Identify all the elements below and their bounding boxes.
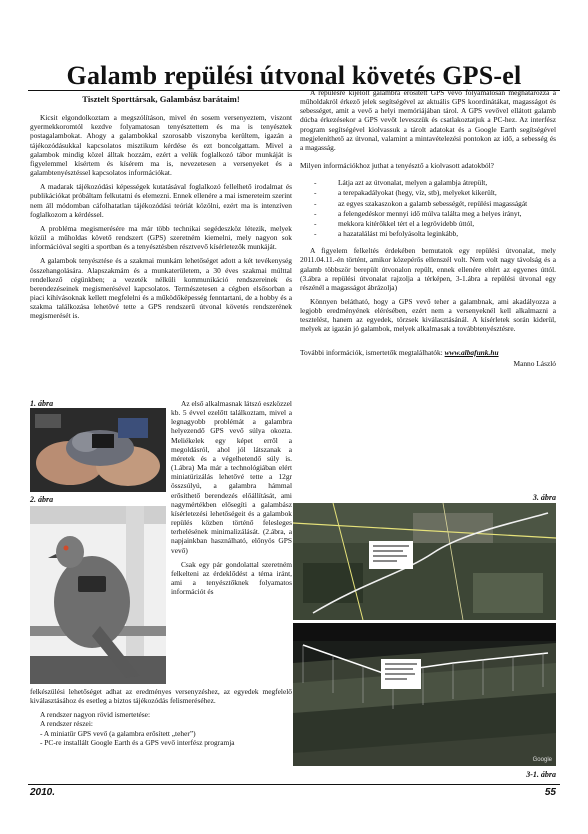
figure-3-1-label: 3-1. ábra bbox=[526, 770, 556, 779]
info-list-item: - a hazatalálást mi befolyásolta leginkább, bbox=[300, 229, 556, 238]
left-wrap-paragraph-2: Csak egy pár gondolattal szeretném felkelteni az érdeklődést a téma iránt, ami a tenyésztőknek folyamatos információt és bbox=[171, 559, 292, 597]
left-paragraph-4: A galambok tenyésztése és a szakmai munkám lehetőséget adott a két tevékenység összehangolására. Alapszakmám és a munkaterületem, a 30 éves szakmai múlttal rendelkező cégünkben; a vezeték nélküli kommunikáció rendszereinek és berendezéseinek megismerésével kapcsolatos. Természetesen a cégben elsősorban a piaci kihívásoknak kellett megfelelni és a működőképesség fenntartani, de a hobby és a szakma találkozása lehetővé tette a GPS rendszerű útvonal követés rendszerének megismerését is. bbox=[30, 256, 292, 321]
left-paragraph-1: Kicsit elgondolkoztam a megszólításon, mivel én sosem versenyeztem, viszont gyermekkoromtól kezdve folyamatosan tenyésztettem és ma is tenyésztek postagalambokat. Ahogy a galambokkal szorosabb viszonyba kerültem, igazán a tájékozódásukkal kapcsolatos misztikum kérdése és ezt boncolgattam. Mivel a galambok mindig közel álltak hozzám, ezért a velük foglalkozó tábor munkáját is figyelemmel kísértem és kísérem ma is, nevezetesen a versenyeket és a galambtenyésztéssel kapcsolatos információkat. bbox=[30, 113, 292, 178]
greeting: Tisztelt Sporttársak, Galambász barátaim! bbox=[82, 94, 240, 104]
more-info bbox=[300, 348, 556, 357]
left-wrap-paragraph-1: Az első alkalmasnak látszó eszközzel kb. 5 évvel ezelőtt találkoztam, mivel a legnagyobb problémát a galambra helyezendő GPS vevő súlya okozta. Meliékelek egy képet erről a megoldásról, ahol jól látszanak a méretek és a végelhetendő súly is. (1.ábra) Ma már a technológiában elért miniatürizálás lehetővé tette a 12gr összsúlyú, a galambra hámmal erősíthető berendezés előállítását, ami nagymértékben elősegíti a galambász kísérletezési lehetőségeit és a galambok repülés közben történő felesleges terhelésének minimalizálását. (2.ábra, a napjainkban használható, előnyös GPS vevő) bbox=[171, 399, 292, 555]
footer-year: 2010. bbox=[30, 787, 56, 798]
right-column bbox=[300, 88, 556, 368]
system-part-2: - PC-re installált Google Earth és a GPS vevő interfész programja bbox=[40, 737, 235, 747]
figure-1-image bbox=[30, 408, 166, 492]
info-list-item: - az egyes szakaszokon a galamb sebességét, repülési magasságát bbox=[300, 199, 556, 208]
figure-3-1-altitude-view bbox=[293, 623, 556, 766]
right-paragraph-2: A figyelem felkeltés érdekében bemutatok egy repülési útvonalat, mely 2011.04.11.-én történt, amikor közepérős ellenszél volt. Nem volt nagy távolság és a galamb többször berepült útvonalon repült, ennek ellenére eltért az egyenes úttól. (3.ábra a repülési útvonalat rajzolja a térképen, 3-1.ábra a repülési útvonal egy részénél a magasságot ábrázolja) bbox=[300, 246, 556, 292]
right-paragraph-1: A repülésre kijelölt galambra erősített GPS vevő folyamatosan meghatározza a műholdakról érkező jelek segítségével az aktuális GPS koordinátákat, magasságot és sebességet, amit a vevő a helyi memóriájában tárol. A GPS vevővel ellátott galamb dúcba érkezésekor a GPS vevőt leveszzük és csatlakoztatjuk a PC-hez. Az interfész program segítségével kiolvassuk a tárolt adatokat és a Google Earth segítségével megjeleníthető az útvonal, valamint a mintavételezési pontokon az idő, a sebesség és a magasság. bbox=[300, 88, 556, 152]
info-list-item: - Látja azt az útvonalat, melyen a galambja átrepült, bbox=[300, 178, 556, 187]
info-list-item: - a felengedéskor mennyi idő múlva találta meg a helyes irányt, bbox=[300, 209, 556, 218]
left-paragraph-3: A probléma megismerésére ma már több technikai segédeszköz létezik, melyek közül a műholdas követő rendszert (GPS) szeretném kiemelni, mely nagyon sok információval segíti a sportban és a tenyésztésben résztvevő kísérletezők munkáját. bbox=[30, 223, 292, 252]
website-link[interactable]: www.albafunk.hu bbox=[444, 347, 499, 357]
info-list-item: - a terepakadályokat (hegy, víz, stb), melyeket kikerült, bbox=[300, 188, 556, 197]
figure-2-label: 2. ábra bbox=[30, 495, 54, 504]
satellite-map-route bbox=[293, 503, 556, 620]
footer-rule bbox=[28, 784, 560, 785]
more-info-text: További információk, ismertetők megtalálhatók: bbox=[300, 347, 443, 357]
left-under-text bbox=[30, 687, 292, 747]
article-title: Galamb repülési útvonal követés GPS-el bbox=[66, 61, 522, 90]
pigeon-hands-photo bbox=[30, 408, 166, 492]
left-wrap-text bbox=[171, 399, 292, 601]
pigeon-gps-photo bbox=[30, 506, 166, 684]
footer-page-number: 55 bbox=[544, 787, 556, 798]
right-paragraph-3: Könnyen belátható, hogy a GPS vevő teher a galambnak, ami akadályozza a legjobb eredményének elérésében, ezért nem a versenyeknél kell alkalmazni a tesztelést, hanem az egyedek, törzsek kiválasztásánál. A kísérletek során kiderül, melyek az igazán jó galambok, melyek alkalmasak a továbbtenyésztésre. bbox=[300, 296, 556, 334]
figure-3-label: 3. ábra bbox=[532, 493, 556, 502]
info-list-item: - mekkora kitérőkkel tért el a legrövidebb úttól, bbox=[300, 219, 556, 228]
system-intro: A rendszer nagyon rövid ismertetése: bbox=[40, 710, 151, 720]
left-under-paragraph: felkészülési lehetőséget adhat az eredményes versenyzéshez, az egyedek megfelelő kiválasztásához és esetleg a biztos tájékozódás felismeréséhez. bbox=[30, 687, 292, 706]
system-part-1: - A miniatűr GPS vevő (a galambra erősített „teher”) bbox=[40, 728, 196, 738]
signature: Manno László bbox=[513, 358, 556, 368]
left-column bbox=[30, 95, 292, 325]
question: Milyen információkhoz juthat a tenyésztő a kiolvasott adatokból? bbox=[300, 161, 494, 171]
figure-1-label: 1. ábra bbox=[30, 399, 54, 408]
figure-2-image bbox=[30, 506, 166, 684]
info-list bbox=[300, 178, 556, 238]
figure-3-map bbox=[293, 503, 556, 620]
altitude-3d-view bbox=[293, 623, 556, 766]
left-paragraph-2: A madarak tájékozódási képességek kutatásával foglalkozó fellelhető irodalmat és publikációkat próbáltam felkutatni és elemezni. Ennek ellenére a mai ismereteim szerint nem áll módomban cáfolhatatlan tájékozódási teóriát közölni, ezért ma is intenzíven foglalkozom a kérdéssel. bbox=[30, 182, 292, 219]
google-watermark: Google bbox=[532, 757, 552, 763]
system-parts-title: A rendszer részei: bbox=[40, 719, 93, 729]
